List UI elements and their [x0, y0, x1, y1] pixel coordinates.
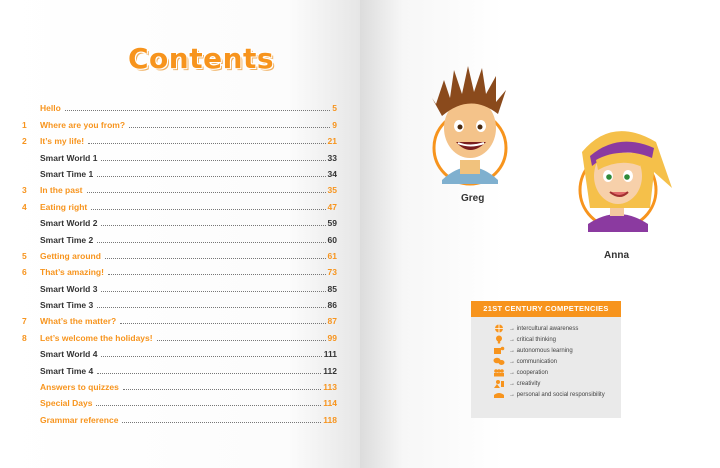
competencies-box [471, 301, 621, 418]
competency-label: → autonomous learning [509, 347, 573, 354]
toc-title: Smart World 4 [40, 349, 98, 360]
toc-page-number: 114 [323, 398, 337, 409]
toc-page-number: 34 [327, 168, 337, 179]
toc-page-number: 47 [327, 201, 337, 212]
competency-item [493, 345, 621, 356]
toc-row[interactable] [22, 113, 337, 129]
toc-title: Smart Time 1 [40, 168, 94, 179]
toc-row[interactable] [22, 294, 337, 310]
competency-label: → cooperation [509, 369, 549, 376]
toc-leader-dots [105, 258, 326, 259]
competency-label: → critical thinking [509, 336, 557, 343]
competency-label: → creativity [509, 380, 541, 387]
toc-row[interactable] [22, 261, 337, 277]
toc-row[interactable] [22, 359, 337, 375]
toc-title: Where are you from? [40, 119, 126, 130]
toc-leader-dots [101, 291, 325, 292]
toc-row[interactable] [22, 376, 337, 392]
toc-page-number: 5 [332, 103, 337, 114]
toc-unit-number: 2 [22, 136, 27, 147]
toc-title: Grammar reference [40, 414, 119, 425]
toc-row[interactable] [22, 343, 337, 359]
competency-item [493, 367, 621, 378]
competency-item [493, 356, 621, 367]
toc-row[interactable] [22, 408, 337, 424]
toc-title: Eating right [40, 201, 88, 212]
toc-leader-dots [97, 242, 325, 243]
toc-title: Smart Time 2 [40, 234, 94, 245]
page-title: Contents [128, 42, 275, 75]
toc-page-number: 111 [323, 349, 337, 360]
toc-leader-dots [97, 373, 321, 374]
greg-avatar [414, 42, 526, 192]
toc-title: Smart Time 3 [40, 300, 94, 311]
toc-title: What’s the matter? [40, 316, 117, 327]
toc-title: Hello [40, 103, 61, 114]
competencies-list [471, 317, 621, 400]
toc-row[interactable] [22, 277, 337, 293]
toc-leader-dots [101, 225, 325, 226]
toc-row[interactable] [22, 228, 337, 244]
toc-leader-dots [91, 209, 325, 210]
character-name-anna: Anna [604, 250, 629, 261]
toc-title: That’s amazing! [40, 267, 104, 278]
toc-title: Let’s welcome the holidays! [40, 332, 153, 343]
competency-item [493, 378, 621, 389]
globe-icon [493, 324, 505, 333]
toc-row[interactable] [22, 179, 337, 195]
toc-row[interactable] [22, 146, 337, 162]
toc-row[interactable] [22, 392, 337, 408]
toc-leader-dots [101, 356, 321, 357]
toc-page-number: 73 [327, 267, 337, 278]
toc-title: In the past [40, 185, 83, 196]
toc-row[interactable] [22, 310, 337, 326]
toc-row[interactable] [22, 97, 337, 113]
speech-bubbles-icon [493, 357, 505, 366]
toc-page-number: 35 [327, 185, 337, 196]
table-of-contents [22, 97, 337, 425]
group-icon [493, 368, 505, 377]
toc-row[interactable] [22, 326, 337, 342]
toc-page-number: 113 [323, 382, 337, 393]
toc-row[interactable] [22, 212, 337, 228]
toc-leader-dots [65, 110, 330, 111]
competency-item [493, 323, 621, 334]
competency-item [493, 389, 621, 400]
toc-title: Smart Time 4 [40, 365, 94, 376]
toc-leader-dots [122, 422, 321, 423]
toc-title: It’s my life! [40, 136, 85, 147]
toc-page-number: 59 [327, 218, 337, 229]
toc-page-number: 61 [327, 250, 337, 261]
character-name-greg: Greg [461, 193, 485, 204]
toc-title: Special Days [40, 398, 93, 409]
toc-page-number: 60 [327, 234, 337, 245]
toc-leader-dots [157, 340, 326, 341]
toc-leader-dots [97, 176, 325, 177]
competency-label: → intercultural awareness [509, 325, 579, 332]
toc-page-number: 86 [327, 300, 337, 311]
toc-unit-number: 3 [22, 185, 27, 196]
toc-title: Smart World 1 [40, 152, 98, 163]
toc-unit-number: 8 [22, 332, 27, 343]
toc-leader-dots [129, 127, 330, 128]
toc-row[interactable] [22, 130, 337, 146]
competency-label: → communication [509, 358, 558, 365]
palette-icon [493, 379, 505, 388]
toc-leader-dots [101, 160, 325, 161]
toc-title: Smart World 2 [40, 218, 98, 229]
toc-page-number: 85 [327, 283, 337, 294]
toc-page-number: 87 [327, 316, 337, 327]
toc-page-number: 33 [327, 152, 337, 163]
toc-leader-dots [88, 143, 325, 144]
toc-page-number: 21 [327, 136, 337, 147]
toc-title: Smart World 3 [40, 283, 98, 294]
toc-title: Getting around [40, 250, 101, 261]
competency-label: → personal and social responsibility [509, 391, 605, 398]
toc-leader-dots [96, 405, 321, 406]
toc-unit-number: 1 [22, 119, 27, 130]
toc-leader-dots [87, 192, 326, 193]
toc-row[interactable] [22, 245, 337, 261]
book-person-icon [493, 346, 505, 355]
toc-leader-dots [97, 307, 325, 308]
competencies-header: 21ST CENTURY COMPETENCIES [471, 301, 621, 317]
toc-page-number: 99 [327, 332, 337, 343]
toc-unit-number: 7 [22, 316, 27, 327]
toc-row[interactable] [22, 195, 337, 211]
toc-unit-number: 6 [22, 267, 27, 278]
toc-leader-dots [123, 389, 321, 390]
toc-leader-dots [108, 274, 326, 275]
anna-avatar [568, 112, 680, 252]
toc-unit-number: 5 [22, 250, 27, 261]
toc-page-number: 118 [323, 414, 337, 425]
toc-unit-number: 4 [22, 201, 27, 212]
lightbulb-icon [493, 335, 505, 344]
toc-title: Answers to quizzes [40, 382, 119, 393]
toc-row[interactable] [22, 163, 337, 179]
hands-icon [493, 390, 505, 399]
competency-item [493, 334, 621, 345]
toc-leader-dots [120, 323, 325, 324]
toc-page-number: 9 [332, 119, 337, 130]
toc-page-number: 112 [323, 365, 337, 376]
